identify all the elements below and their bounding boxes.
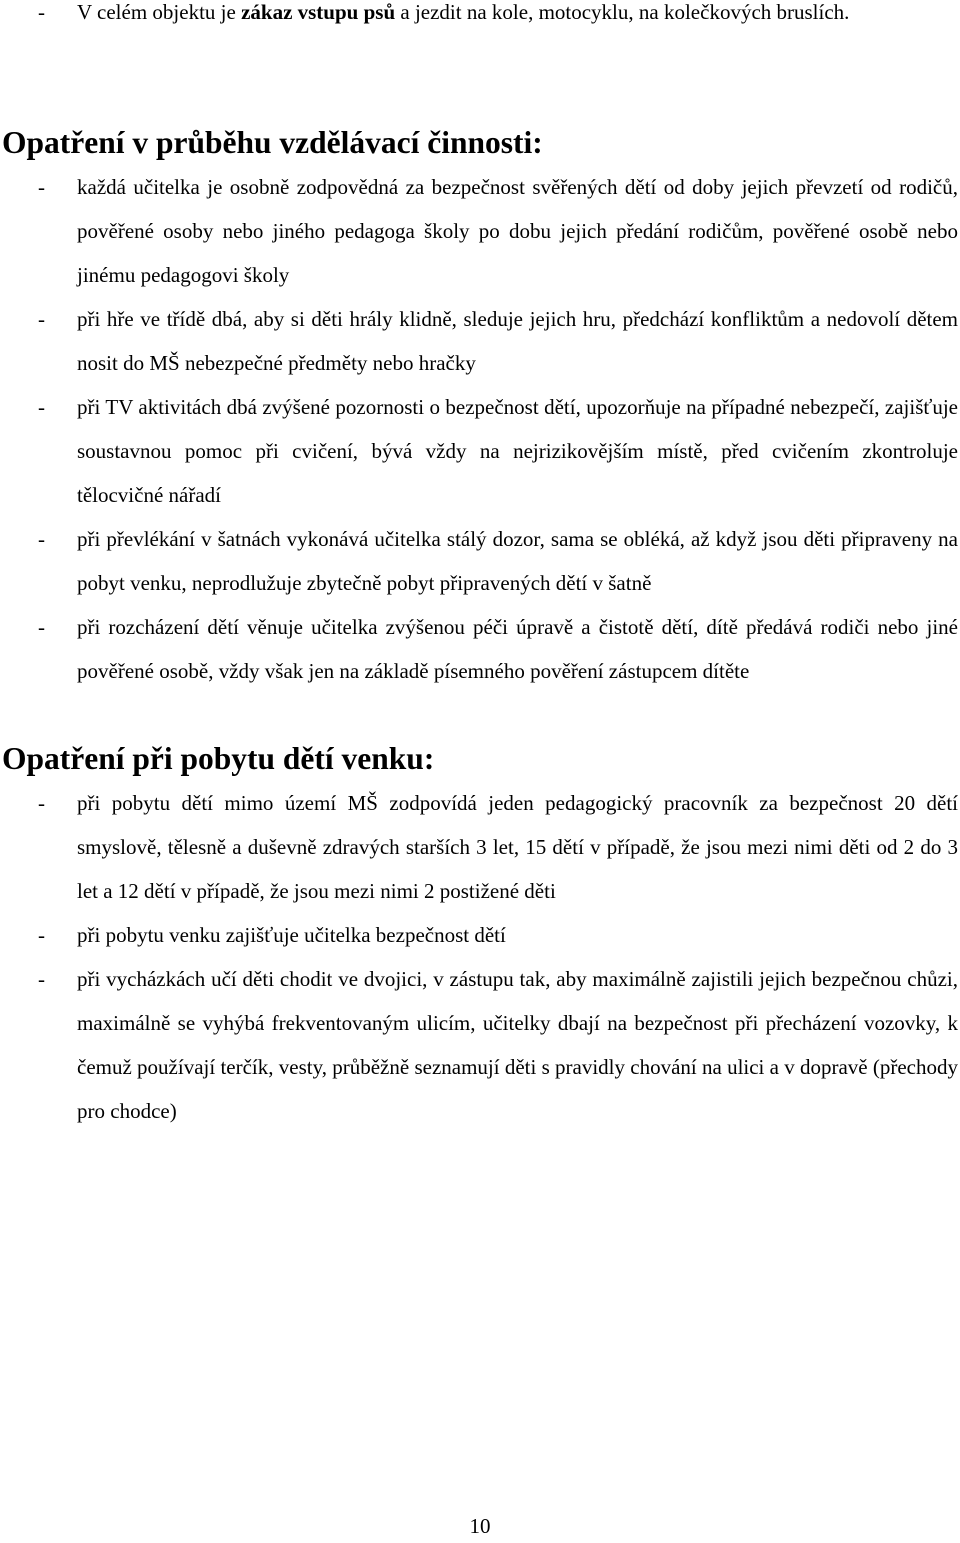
list-dash: - <box>38 967 45 991</box>
section-heading: Opatření v průběhu vzdělávací činnosti: <box>2 125 543 160</box>
list-item <box>2 297 958 385</box>
list-item <box>2 0 958 34</box>
section1-list <box>2 165 958 693</box>
list-dash: - <box>38 923 45 947</box>
list-item <box>2 957 958 1133</box>
list-item <box>2 385 958 517</box>
list-dash: - <box>38 307 45 331</box>
bold-text-run: zákaz vstupu psů <box>241 0 396 24</box>
list-item-text <box>77 0 958 34</box>
list-item <box>2 517 958 605</box>
list-dash: - <box>38 791 45 815</box>
list-item-text: při převlékání v šatnách vykonává učitelka stálý dozor, sama se obléká, až když jsou děti připraveny na pobyt venku, neprodlužuje zbytečně pobyt připravených dětí v šatně <box>77 527 958 595</box>
list-dash: - <box>38 527 45 551</box>
list-item-text: při pobytu venku zajišťuje učitelka bezpečnost dětí <box>77 923 506 947</box>
list-item-text: při vycházkách učí děti chodit ve dvojici, v zástupu tak, aby maximálně zajistili jejich bezpečnou chůzi, maximálně se vyhýbá frekventovaným ulicím, učitelky dbají na bezpečnost při přecházení vozovky, k čemuž používají terčík, vesty, průběžně seznamují děti s pravidly chování na ulici a v dopravě (přechody pro chodce) <box>77 967 958 1123</box>
list-item-text: při TV aktivitách dbá zvýšené pozornosti o bezpečnost dětí, upozorňuje na případné nebezpečí, zajišťuje soustavnou pomoc při cvičení, bývá vždy na nejrizikovějším místě, před cvičením zkontroluje tělocvičné nářadí <box>77 395 958 507</box>
list-item <box>2 605 958 693</box>
list-item-text: při pobytu dětí mimo území MŠ zodpovídá jeden pedagogický pracovník za bezpečnost 20 dětí smyslově, tělesně a duševně zdravých starších 3 let, 15 dětí v případě, že jsou mezi nimi děti od 2 do 3 let a 12 dětí v případě, že jsou mezi nimi 2 postižené děti <box>77 791 958 903</box>
list-dash: - <box>38 175 45 199</box>
list-item-text: při hře ve třídě dbá, aby si děti hrály klidně, sleduje jejich hru, předchází konfliktům a nedovolí dětem nosit do MŠ nebezpečné předměty nebo hračky <box>77 307 958 375</box>
list-dash: - <box>38 395 45 419</box>
text-run: V celém objektu je <box>77 0 242 24</box>
intro-list <box>2 0 958 34</box>
list-dash: - <box>38 615 45 639</box>
list-item-text: při rozcházení dětí věnuje učitelka zvýšenou péči úpravě a čistotě dětí, dítě předává rodiči nebo jiné pověřené osobě, vždy však jen na základě písemného pověření zástupcem dítěte <box>77 615 958 683</box>
text-run: a jezdit na kole, motocyklu, na kolečkových bruslích. <box>395 0 850 24</box>
list-item <box>2 781 958 913</box>
section-heading: Opatření při pobytu dětí venku: <box>2 741 435 776</box>
list-item-text: každá učitelka je osobně zodpovědná za bezpečnost svěřených dětí od doby jejich převzetí od rodičů, pověřené osoby nebo jiného pedagoga školy po dobu jejich předání rodičům, pověřené osobě nebo jinému pedagogovi školy <box>77 175 958 287</box>
list-item <box>2 165 958 297</box>
list-item <box>2 913 958 957</box>
list-dash: - <box>38 0 45 24</box>
page-number: 10 <box>469 1514 491 1538</box>
section2-list <box>2 781 958 1133</box>
document-content <box>2 0 958 1133</box>
